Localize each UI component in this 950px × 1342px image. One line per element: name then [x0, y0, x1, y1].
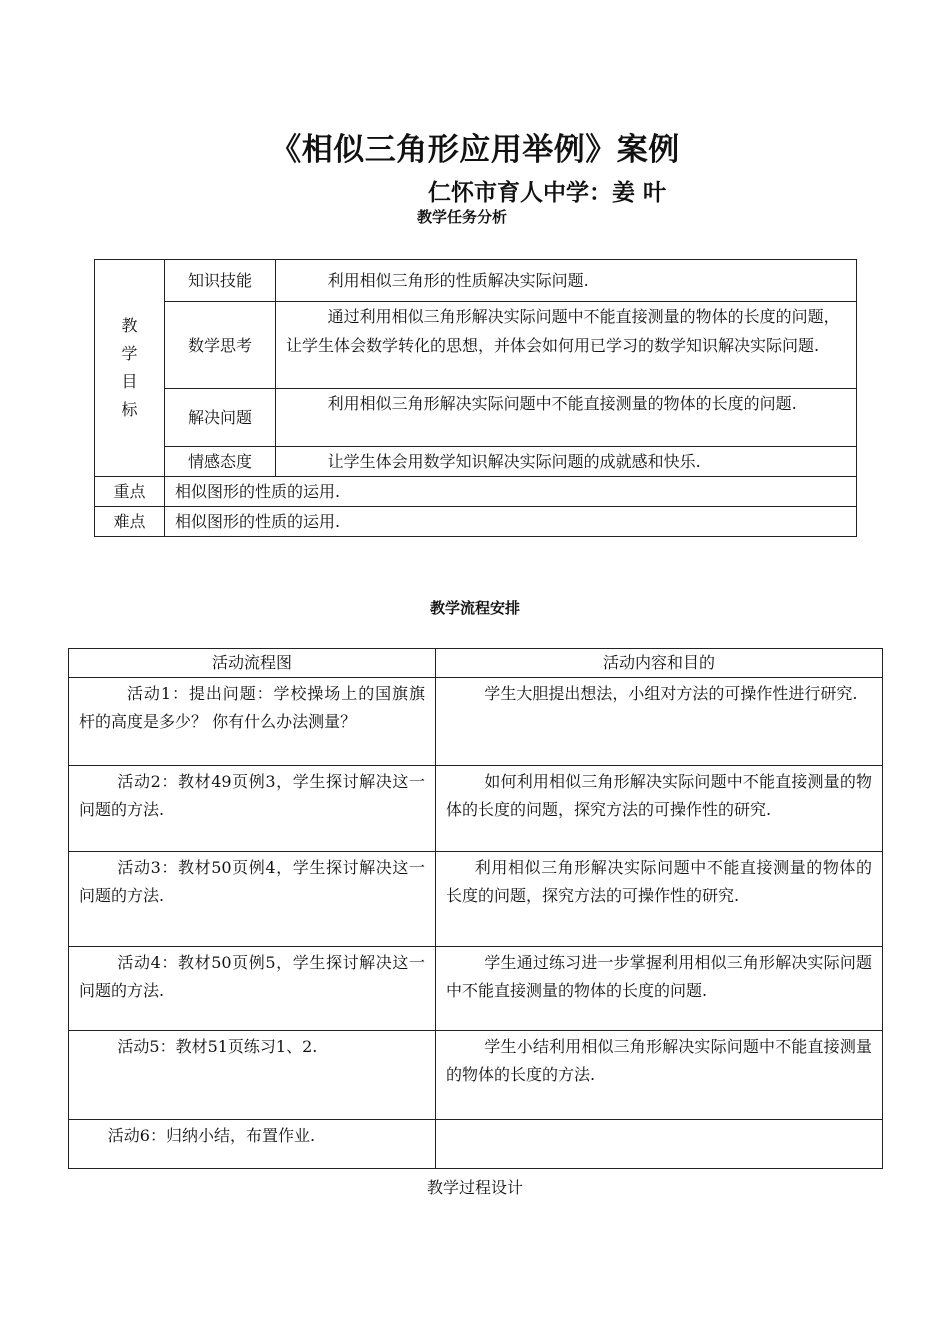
objective-category: 解决问题	[165, 389, 276, 447]
difficult-point-text: 相似图形的性质的运用.	[165, 507, 857, 537]
flow-purpose-cell: 利用相似三角形解决实际问题中不能直接测量的物体的长度的问题，探究方法的可操作性的研究.	[436, 852, 883, 947]
flow-activity-cell: 活动2：教材49页例3，学生探讨解决这一问题的方法.	[69, 766, 436, 852]
flow-purpose-cell: 学生通过练习进一步掌握利用相似三角形解决实际问题中不能直接测量的物体的长度的问题.	[436, 947, 883, 1031]
objectives-label	[95, 260, 165, 477]
flow-activity-cell: 活动1：提出问题：学校操场上的国旗旗杆的高度是多少？ 你有什么办法测量？	[69, 678, 436, 766]
section-heading-flow: 教学流程安排	[429, 599, 520, 617]
difficult-point-label: 难点	[95, 507, 165, 537]
flow-purpose-cell	[436, 1120, 883, 1169]
section-heading-task-analysis: 教学任务分析	[417, 208, 508, 226]
objective-text: 利用相似三角形的性质解决实际问题.	[276, 260, 857, 302]
objective-text: 利用相似三角形解决实际问题中不能直接测量的物体的长度的问题.	[276, 389, 857, 447]
flow-activity-cell: 活动6：归纳小结，布置作业.	[69, 1120, 436, 1169]
objective-category: 数学思考	[165, 302, 276, 389]
task-analysis-table	[94, 259, 857, 537]
flow-activity-cell: 活动4：教材50页例5，学生探讨解决这一问题的方法.	[69, 947, 436, 1031]
objective-category: 知识技能	[165, 260, 276, 302]
flow-purpose-cell: 如何利用相似三角形解决实际问题中不能直接测量的物体的长度的问题，探究方法的可操作性的研究.	[436, 766, 883, 852]
flow-activity-cell: 活动3：教材50页例4，学生探讨解决这一问题的方法.	[69, 852, 436, 947]
objectives-label-char: 标	[121, 400, 138, 419]
flow-header-activity: 活动流程图	[69, 649, 436, 678]
key-point-label: 重点	[95, 477, 165, 507]
author-line: 仁怀市育人中学：姜 叶	[428, 180, 667, 206]
objective-text: 通过利用相似三角形解决实际问题中不能直接测量的物体的长度的问题，让学生体会数学转化的思想，并体会如何用已学习的数学知识解决实际问题.	[276, 302, 857, 389]
flow-purpose-cell: 学生大胆提出想法，小组对方法的可操作性进行研究.	[436, 678, 883, 766]
objectives-label-char: 学	[121, 344, 138, 363]
objectives-label-char: 教	[121, 316, 138, 335]
section-heading-process: 教学过程设计	[426, 1178, 523, 1197]
flow-header-purpose: 活动内容和目的	[436, 649, 883, 678]
key-point-text: 相似图形的性质的运用.	[165, 477, 857, 507]
objectives-label-char: 目	[121, 372, 138, 391]
flow-table	[68, 648, 883, 1169]
flow-activity-cell: 活动5：教材51页练习1、2.	[69, 1031, 436, 1120]
flow-purpose-cell: 学生小结利用相似三角形解决实际问题中不能直接测量的物体的长度的方法.	[436, 1031, 883, 1120]
objective-text: 让学生体会用数学知识解决实际问题的成就感和快乐.	[276, 447, 857, 477]
document-title: 《相似三角形应用举例》案例	[270, 132, 680, 168]
objective-category: 情感态度	[165, 447, 276, 477]
